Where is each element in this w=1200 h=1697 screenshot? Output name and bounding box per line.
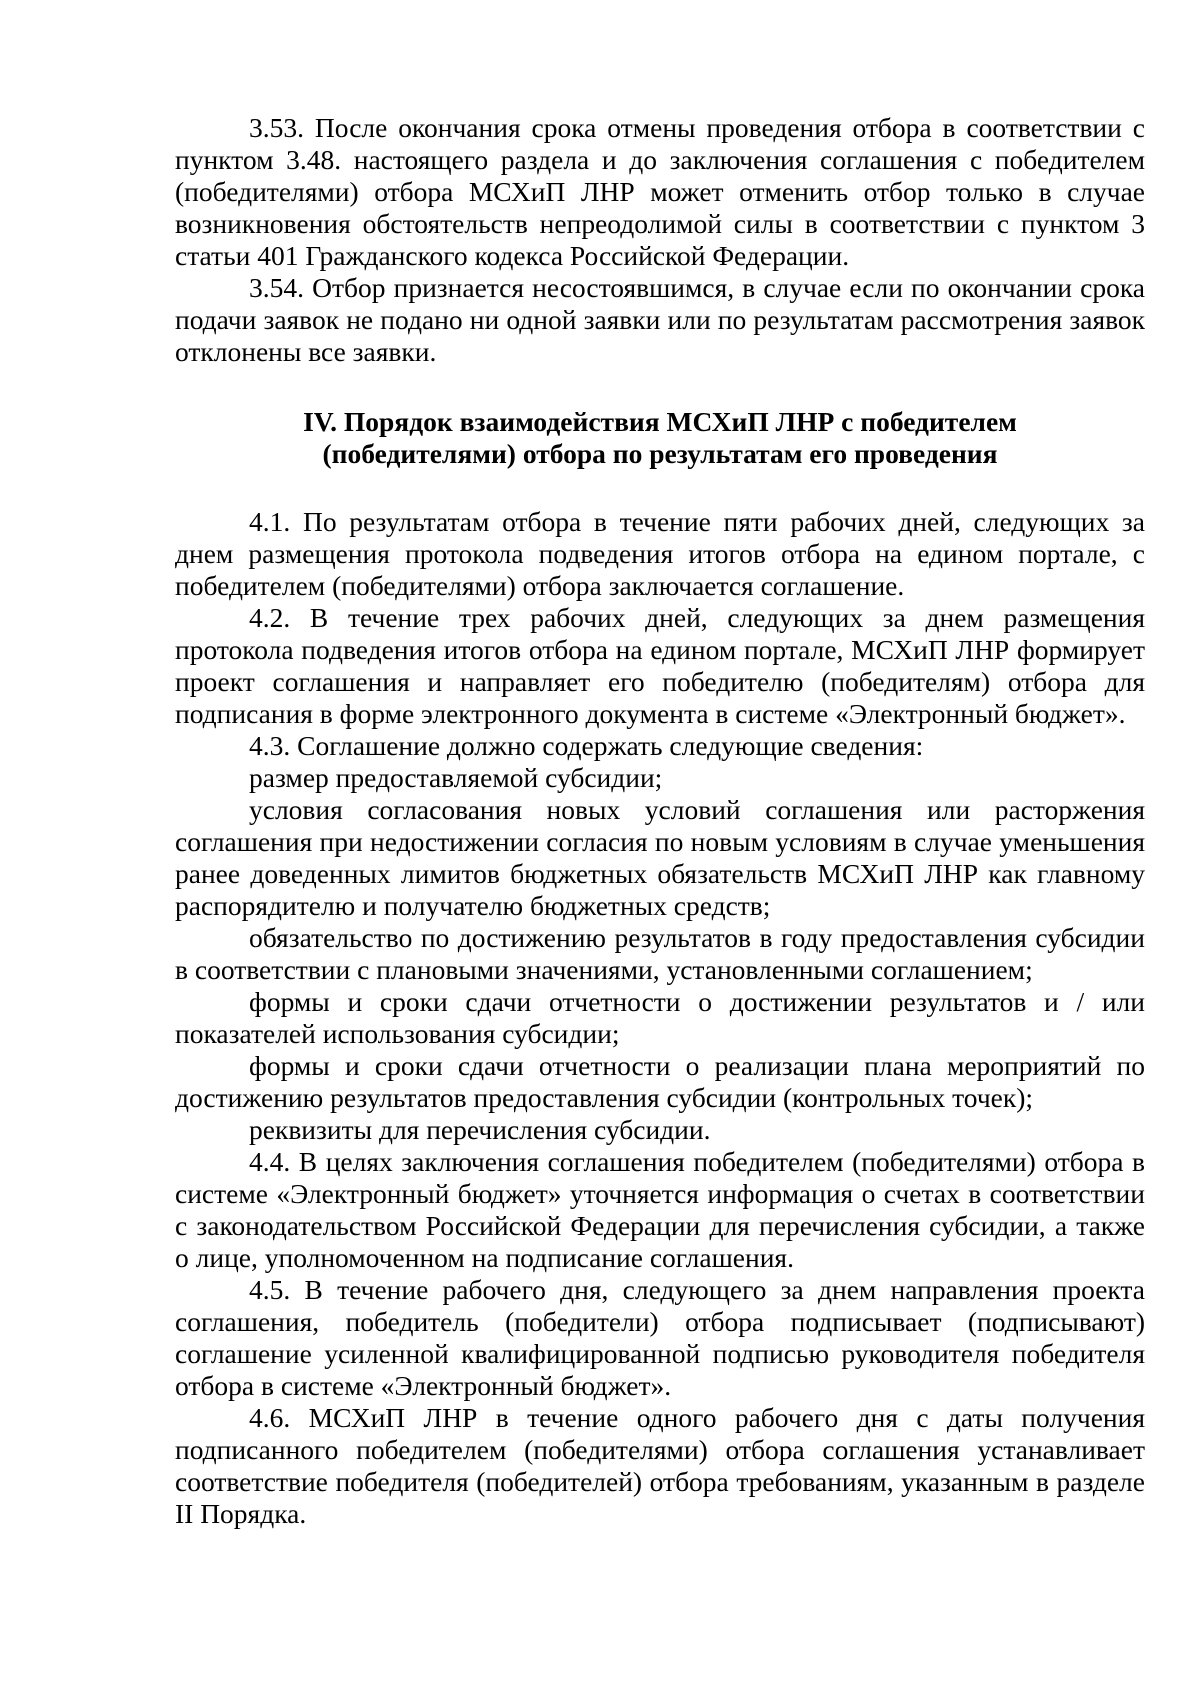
section-heading-line-1: IV. Порядок взаимодействия МСХиП ЛНР с победителем	[303, 406, 1017, 437]
paragraph-3-54: 3.54. Отбор признается несостоявшимся, в случае если по окончании срока подачи заявок не подано ни одной заявки или по результатам рассмотрения заявок отклонены все заявки.	[175, 272, 1145, 367]
list-item-results-obligation: обязательство по достижению результатов в году предоставления субсидии в соответствии с плановыми значениями, установленными соглашением;	[175, 922, 1145, 985]
paragraph-4-4: 4.4. В целях заключения соглашения победителем (победителями) отбора в системе «Электронный бюджет» уточняется информация о счетах в соответствии с законодательством Российской Федерации для перечисления субсидии, а также о лице, уполномоченном на подписание соглашения.	[175, 1146, 1145, 1273]
list-item-reporting-plan: формы и сроки сдачи отчетности о реализации плана мероприятий по достижению результатов предоставления субсидии (контрольных точек);	[175, 1050, 1145, 1113]
list-item-bank-details: реквизиты для перечисления субсидии.	[249, 1114, 711, 1145]
list-item-reporting-results: формы и сроки сдачи отчетности о достижении результатов и / или показателей использования субсидии;	[175, 986, 1145, 1049]
paragraph-4-5: 4.5. В течение рабочего дня, следующего за днем направления проекта соглашения, победитель (победители) отбора подписывает (подписывают) соглашение усиленной квалифицированной подписью руководителя победителя отбора в системе «Электронный бюджет».	[175, 1274, 1145, 1401]
paragraph-4-6: 4.6. МСХиП ЛНР в течение одного рабочего дня с даты получения подписанного победителем (победителями) отбора соглашения устанавливает соответствие победителя (победителей) отбора требованиям, указанным в разделе II Порядка.	[175, 1402, 1145, 1529]
paragraph-4-2: 4.2. В течение трех рабочих дней, следующих за днем размещения протокола подведения итогов отбора на едином портале, МСХиП ЛНР формирует проект соглашения и направляет его победителю (победителям) отбора для подписания в форме электронного документа в системе «Электронный бюджет».	[175, 602, 1145, 729]
paragraph-4-3: 4.3. Соглашение должно содержать следующие сведения:	[249, 730, 924, 761]
document-page	[175, 112, 1145, 1530]
list-item-subsidy-size: размер предоставляемой субсидии;	[249, 762, 663, 793]
section-heading-line-2: (победителями) отбора по результатам его проведения	[322, 438, 998, 469]
section-heading	[175, 406, 1145, 470]
paragraph-4-1: 4.1. По результатам отбора в течение пяти рабочих дней, следующих за днем размещения протокола подведения итогов отбора на едином портале, с победителем (победителями) отбора заключается соглашение.	[175, 506, 1145, 601]
paragraph-3-53: 3.53. После окончания срока отмены проведения отбора в соответствии с пунктом 3.48. настоящего раздела и до заключения соглашения с победителем (победителями) отбора МСХиП ЛНР может отменить отбор только в случае возникновения обстоятельств непреодолимой силы в соответствии с пунктом 3 статьи 401 Гражданского кодекса Российской Федерации.	[175, 112, 1145, 271]
list-item-agreement-terms: условия согласования новых условий соглашения или расторжения соглашения при недостижении согласия по новым условиям в случае уменьшения ранее доведенных лимитов бюджетных обязательств МСХиП ЛНР как главному распорядителю и получателю бюджетных средств;	[175, 794, 1145, 921]
